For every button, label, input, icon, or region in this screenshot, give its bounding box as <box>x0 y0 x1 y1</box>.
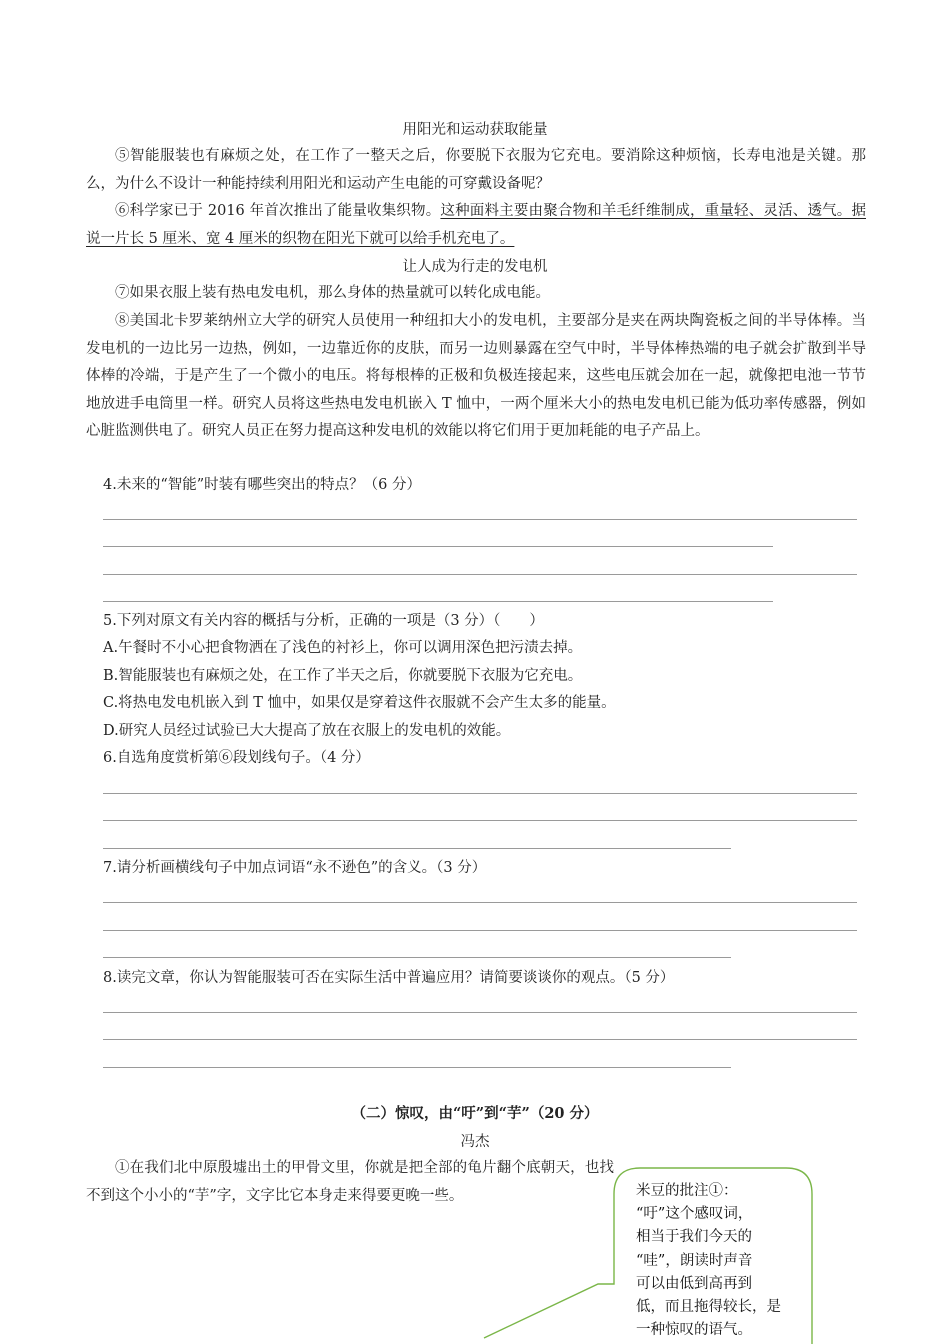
answer-line[interactable] <box>103 1012 857 1013</box>
answer-line[interactable] <box>103 1067 731 1068</box>
answer-line[interactable] <box>103 574 857 575</box>
paragraph-6-plain: ⑥科学家已于 2016 年首次推出了能量收集织物。 <box>115 203 441 219</box>
question-4: 4.未来的“智能”时装有哪些突出的特点？（6 分） <box>103 477 421 493</box>
annotation-line: 米豆的批注①： <box>636 1183 738 1199</box>
question-5: 5.下列对原文有关内容的概括与分析，正确的一项是（3 分）（ ） <box>103 613 544 629</box>
heading-walking-generator: 让人成为行走的发电机 <box>402 259 548 275</box>
heading-sunlight-energy: 用阳光和运动获取能量 <box>402 122 548 138</box>
paragraph-6-underlined-sentence: 这种面料主要由聚合物和羊毛纤维制成，重量轻、灵活、透气。据说一片长 5 厘米、宽 4 厘米的织物在阳光下就可以给手机充电了。 <box>86 203 866 247</box>
annotation-line: 相当于我们今天的 <box>636 1229 752 1246</box>
option-a: A.午餐时不小心把食物洒在了浅色的衬衫上，你可以调用深色把污渍去掉。 <box>103 640 583 656</box>
section-2-title: （二）惊叹，由“吁”到“芋”（20 分） <box>351 1105 599 1122</box>
annotation-line: 可以由低到高再到 <box>636 1275 752 1292</box>
annotation-line: “哇”，朗读时声音 <box>636 1252 753 1269</box>
answer-line[interactable] <box>103 902 857 903</box>
answer-line[interactable] <box>103 546 773 547</box>
answer-line[interactable] <box>103 930 857 931</box>
annotation-line: 低，而且拖得较长，是 <box>636 1299 781 1316</box>
author: 冯杰 <box>460 1134 490 1150</box>
answer-line[interactable] <box>103 519 857 520</box>
answer-line[interactable] <box>103 848 731 849</box>
option-d: D.研究人员经过试验已大大提高了放在衣服上的发电机的效能。 <box>103 723 511 739</box>
answer-line[interactable] <box>103 957 731 958</box>
paragraph-7: ⑦如果衣服上装有热电发电机，那么身体的热量就可以转化成电能。 <box>115 285 550 301</box>
section-2-paragraph-1: ①在我们北中原殷墟出土的甲骨文里，你就是把全部的龟片翻个底朝天，也找不到这个小小的“芋”字，文字比它本身走来得要更晚一些。 <box>86 1160 614 1204</box>
paragraph-8: ⑧美国北卡罗莱纳州立大学的研究人员使用一种纽扣大小的发电机，主要部分是夹在两块陶瓷板之间的半导体棒。当发电机的一边比另一边热，例如，一边靠近你的皮肤，而另一边则暴露在空气中时，半导体棒热端的电子就会扩散到半导体棒的冷端，于是产生了一个微小的电压。将每根棒的正极和负极连接起来，这些电压就会加在一起，就像把电池一节节地放进手电筒里一样。研究人员将这些热电发电机嵌入 T 恤中，一两个厘米大小的热电发电机已能为低功率传感器，例如心脏监测供电了。研究人员正在努力提高这种发电机的效能以将它们用于更加耗能的电子产品上。 <box>86 313 866 439</box>
annotation-line: 一种惊叹的语气。 <box>636 1322 752 1339</box>
question-6: 6.自选角度赏析第⑥段划线句子。（4 分） <box>103 750 370 766</box>
answer-line[interactable] <box>103 820 857 821</box>
answer-line[interactable] <box>103 793 857 794</box>
question-8: 8.读完文章，你认为智能服装可否在实际生活中普遍应用？请简要谈谈你的观点。（5 分） <box>103 970 675 986</box>
answer-line[interactable] <box>103 1039 857 1040</box>
option-c: C.将热电发电机嵌入到 T 恤中，如果仅是穿着这件衣服就不会产生太多的能量。 <box>103 695 616 711</box>
annotation-line: “吁”这个感叹词， <box>636 1206 753 1223</box>
question-7: 7.请分析画横线句子中加点词语“永不逊色”的含义。（3 分） <box>103 860 487 876</box>
paragraph-6 <box>86 198 866 253</box>
option-b: B.智能服装也有麻烦之处，在工作了半天之后，你就要脱下衣服为它充电。 <box>103 668 583 684</box>
annotation-text <box>636 1180 826 1342</box>
answer-line[interactable] <box>103 601 773 602</box>
paragraph-5: ⑤智能服装也有麻烦之处，在工作了一整天之后，你要脱下衣服为它充电。要消除这种烦恼，长寿电池是关键。那么，为什么不设计一种能持续利用阳光和运动产生电能的可穿戴设备呢？ <box>86 148 866 192</box>
